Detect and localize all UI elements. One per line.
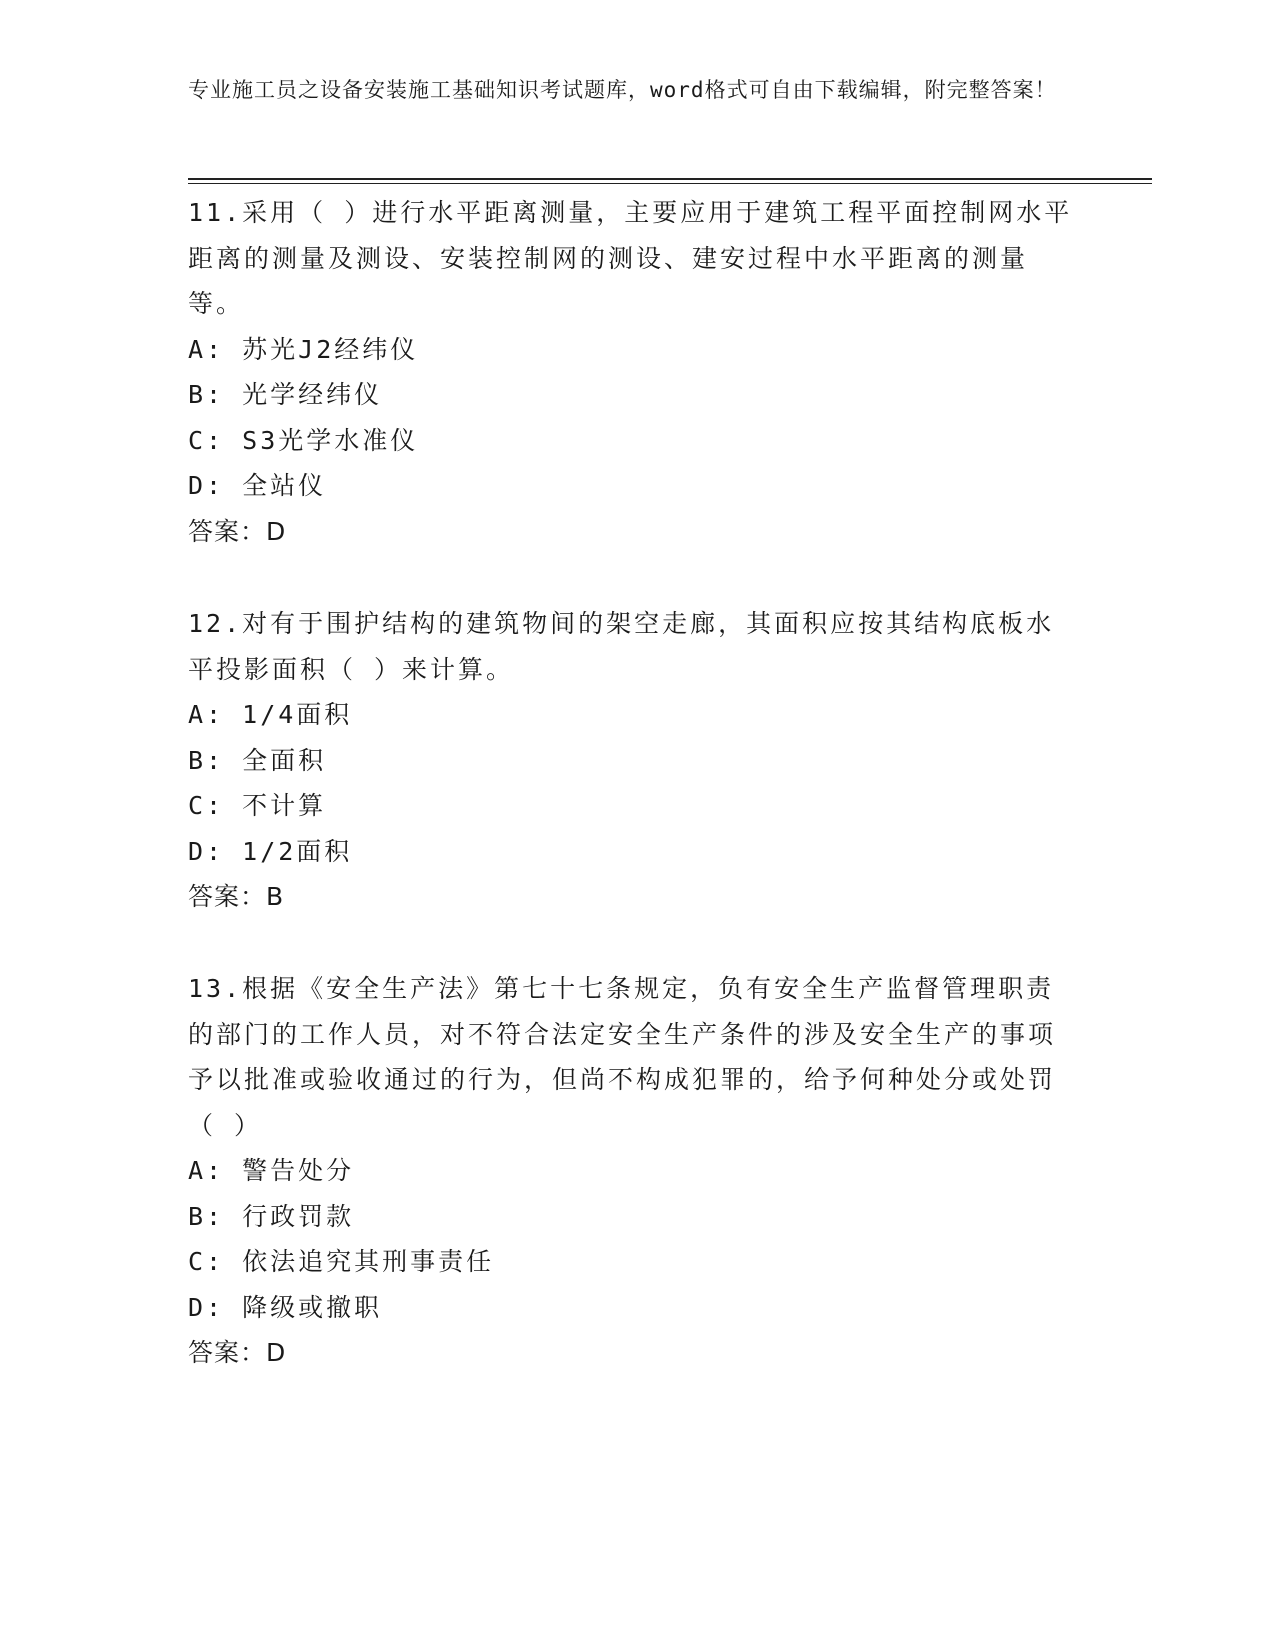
header-rule-thin xyxy=(188,183,1152,184)
option-c: C: 不计算 xyxy=(188,791,327,820)
option-c: C: S3光学水准仪 xyxy=(188,425,419,455)
option-d: D: 1/2面积 xyxy=(188,836,353,866)
answer-line: 答案：D xyxy=(188,516,287,546)
option-b: B: 全面积 xyxy=(188,745,327,775)
question-stem: 11.采用（ ）进行水平距离测量，主要应用于建筑工程平面控制网水平距离的测量及测设、安装控制网的测设、建安过程中水平距离的测量等。 xyxy=(188,198,1073,318)
option-c: C: 依法追究其刑事责任 xyxy=(188,1247,495,1276)
option-a: A: 1/4面积 xyxy=(188,700,353,729)
question-12 xyxy=(188,601,1078,920)
question-stem: 12.对有于围护结构的建筑物间的架空走廊，其面积应按其结构底板水平投影面积（ ）来计算。 xyxy=(188,609,1055,684)
question-11 xyxy=(188,190,1078,554)
option-d: D: 降级或撤职 xyxy=(188,1292,383,1322)
answer-line: 答案：D xyxy=(188,1338,287,1367)
header-rule-thick xyxy=(188,178,1152,180)
option-b: B: 行政罚款 xyxy=(188,1201,355,1231)
option-d: D: 全站仪 xyxy=(188,471,327,500)
answer-line: 答案：B xyxy=(188,882,285,911)
document-header: 专业施工员之设备安装施工基础知识考试题库，word格式可自由下载编辑，附完整答案！ xyxy=(188,78,1057,102)
question-13 xyxy=(188,966,1078,1376)
option-a: A: 苏光J2经纬仪 xyxy=(188,334,419,364)
option-a: A: 警告处分 xyxy=(188,1156,355,1185)
option-b: B: 光学经纬仪 xyxy=(188,380,383,409)
question-stem: 13.根据《安全生产法》第七十七条规定，负有安全生产监督管理职责的部门的工作人员，对不符合法定安全生产条件的涉及安全生产的事项予以批准或验收通过的行为，但尚不构成犯罪的，给予何种处分或处罚（ ） xyxy=(188,974,1057,1140)
